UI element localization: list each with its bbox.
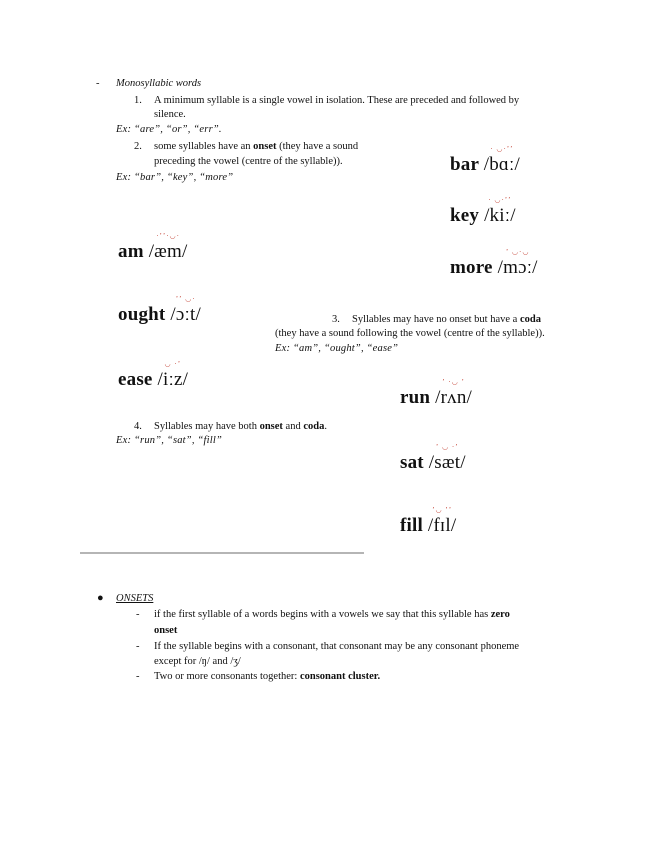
word-run-ipa-text: /rʌn/ xyxy=(435,387,473,408)
onsets-bullet-1-bold2: onset xyxy=(154,625,178,636)
word-sat-ipa xyxy=(428,443,466,474)
onsets-heading-text: ONSETS xyxy=(116,593,154,604)
word-bar xyxy=(450,145,520,176)
item-4-pre: Syllables may have both xyxy=(154,421,260,432)
item-4-bold-coda: coda xyxy=(303,421,325,432)
word-ought-ipa xyxy=(170,295,201,326)
word-key-ipa-text: /kiː/ xyxy=(484,205,516,226)
example-4: Ex: “run”, “sat”, “fill” xyxy=(116,435,223,446)
onsets-bullet-3-pre: Two or more consonants together: xyxy=(154,671,300,682)
word-run-text: run xyxy=(400,387,431,408)
example-1: Ex: “are”, “or”, “err”. xyxy=(116,124,222,135)
section-heading-monosyllabic: Monosyllabic words xyxy=(116,78,202,89)
word-ease-ipa xyxy=(157,360,189,391)
onsets-bullet-1-bold: zero xyxy=(490,609,510,620)
annotation-marks: ʼ ◡ ·ʼ xyxy=(435,443,459,451)
item-3-text xyxy=(352,313,541,327)
item-2-bold: onset xyxy=(253,141,277,152)
item-2-post: (they have a sound xyxy=(276,141,359,152)
word-ease-text: ease xyxy=(118,369,153,390)
word-more-text: more xyxy=(450,257,493,278)
onsets-heading xyxy=(116,592,153,606)
item-2-text xyxy=(154,140,358,154)
item-number-1: 1. xyxy=(134,95,142,106)
example-2: Ex: “bar”, “key”, “more” xyxy=(116,172,234,183)
word-fill-text: fill xyxy=(400,515,423,536)
annotation-marks: ʼ ·◡ ʼ xyxy=(442,378,465,386)
annotation-marks: · ◡·ʼʼ xyxy=(488,196,512,204)
word-bar-ipa xyxy=(483,145,520,176)
word-more-ipa xyxy=(497,248,538,279)
item-4-mid: and xyxy=(282,421,304,432)
item-2-text-cont: preceding the vowel (centre of the syllable)). xyxy=(154,156,343,167)
list-dash: - xyxy=(96,78,100,89)
item-3-text-cont: (they have a sound following the vowel (centre of the syllable)). xyxy=(275,328,545,339)
word-key xyxy=(450,196,516,227)
item-3-pre: Syllables may have no onset but have a xyxy=(352,314,520,325)
item-1-text: A minimum syllable is a single vowel in isolation. These are preceded and followed by xyxy=(154,95,520,106)
onsets-bullet-3 xyxy=(154,670,380,684)
onsets-dash-3: - xyxy=(136,671,140,682)
word-am-ipa-text: /æm/ xyxy=(148,241,188,262)
word-run-ipa xyxy=(435,378,473,409)
item-3-bold: coda xyxy=(519,314,541,325)
word-ought-ipa-text: /ɔːt/ xyxy=(170,304,201,325)
word-ease xyxy=(118,360,189,391)
word-more-ipa-text: /mɔː/ xyxy=(497,257,538,278)
word-fill-ipa xyxy=(427,506,457,537)
annotation-marks: ʼ ◡·◡ xyxy=(505,248,530,256)
onsets-bullet-1-pre: if the first syllable of a words begins with a vowels we say that this syllable has xyxy=(154,609,491,620)
annotation-marks: ·ʼʼ·◡· xyxy=(156,232,180,240)
annotation-marks: ʼʼ ◡· xyxy=(175,295,196,303)
word-ought xyxy=(118,295,201,326)
bullet-dot: ● xyxy=(97,592,104,604)
annotation-marks: ʼ◡ ʼʼ xyxy=(432,506,453,514)
item-number-3: 3. xyxy=(332,314,340,325)
item-4-text xyxy=(154,420,327,434)
item-number-2: 2. xyxy=(134,141,142,152)
section-divider xyxy=(80,552,364,554)
word-more xyxy=(450,248,538,279)
word-ease-ipa-text: /iːz/ xyxy=(157,369,189,390)
word-run xyxy=(400,378,473,409)
onsets-bullet-3-bold: consonant cluster. xyxy=(299,671,381,682)
onsets-bullet-2: If the syllable begins with a consonant, that consonant may be any consonant phoneme xyxy=(154,641,520,652)
word-sat-ipa-text: /sæt/ xyxy=(428,452,466,473)
onsets-bullet-2-cont: except for /ŋ/ and /ʒ/ xyxy=(154,656,241,667)
onsets-dash-1: - xyxy=(136,609,140,620)
item-4-post: . xyxy=(324,421,327,432)
word-fill xyxy=(400,506,457,537)
word-bar-ipa-text: /bɑː/ xyxy=(483,154,520,175)
word-am xyxy=(118,232,188,263)
annotation-marks: ◡ ·ʼ xyxy=(164,360,182,368)
example-3: Ex: “am”, “ought”, “ease” xyxy=(275,343,399,354)
item-number-4: 4. xyxy=(134,421,142,432)
item-4-bold-onset: onset xyxy=(259,421,283,432)
item-2-pre: some syllables have an xyxy=(154,141,254,152)
item-1-text-cont: silence. xyxy=(154,109,186,120)
word-sat xyxy=(400,443,466,474)
onsets-bullet-1 xyxy=(154,608,574,622)
word-key-text: key xyxy=(450,205,480,226)
onsets-dash-2: - xyxy=(136,641,140,652)
word-ought-text: ought xyxy=(118,304,166,325)
word-am-text: am xyxy=(118,241,144,262)
word-bar-text: bar xyxy=(450,154,479,175)
word-key-ipa xyxy=(484,196,516,227)
annotation-marks: · ◡·ʼʼ xyxy=(490,145,514,153)
onsets-bullet-1-cont xyxy=(154,624,177,638)
word-sat-text: sat xyxy=(400,452,424,473)
word-fill-ipa-text: /fɪl/ xyxy=(427,515,457,536)
word-am-ipa xyxy=(148,232,188,263)
